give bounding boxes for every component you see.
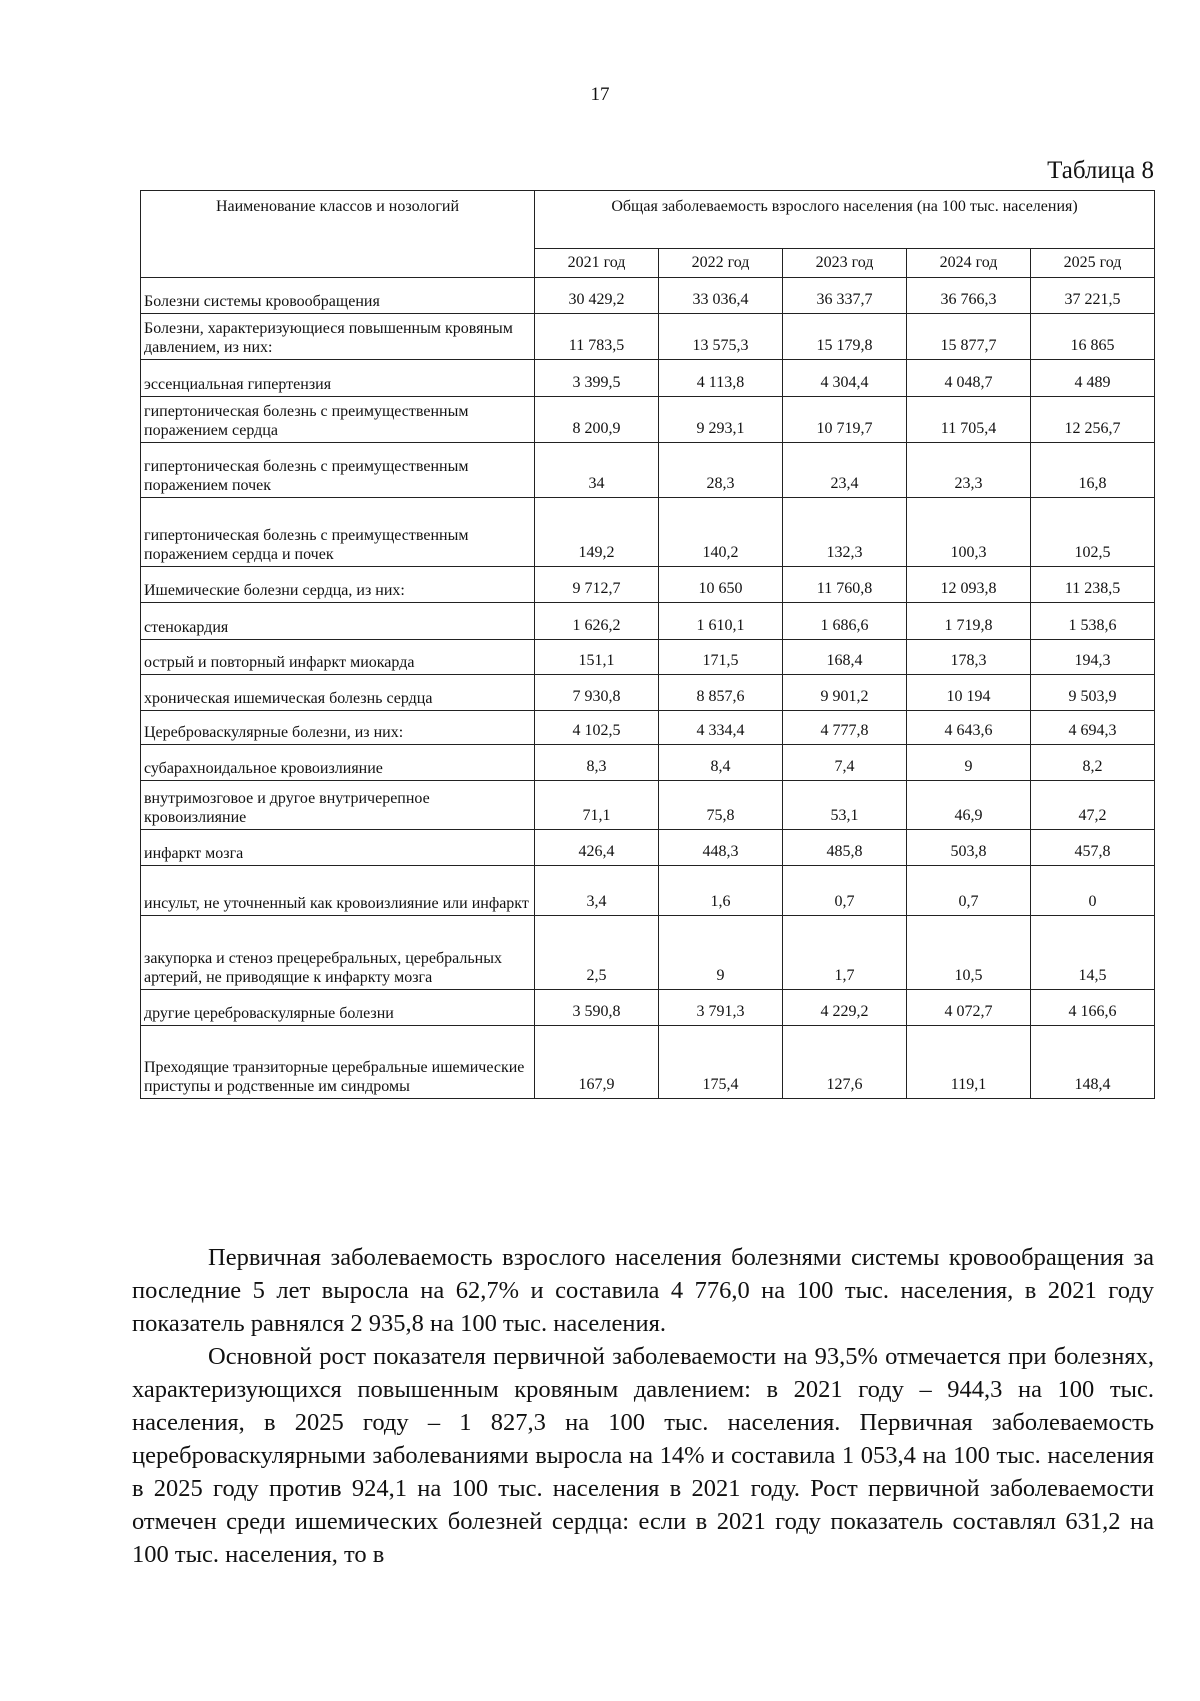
table-row	[141, 990, 1155, 1026]
row-value: 13 575,3	[659, 314, 783, 360]
row-value: 8,3	[535, 745, 659, 781]
row-value: 4 102,5	[535, 711, 659, 745]
row-value: 33 036,4	[659, 278, 783, 314]
row-value: 10 719,7	[783, 397, 907, 443]
table-row	[141, 675, 1155, 711]
row-value: 148,4	[1031, 1026, 1155, 1099]
row-name: гипертоническая болезнь с преимущественным поражением почек	[141, 443, 535, 498]
table-row	[141, 397, 1155, 443]
row-value: 8 857,6	[659, 675, 783, 711]
row-value: 4 229,2	[783, 990, 907, 1026]
row-value: 426,4	[535, 830, 659, 866]
row-value: 10,5	[907, 916, 1031, 990]
row-name: Цереброваскулярные болезни, из них:	[141, 711, 535, 745]
header-year: 2021 год	[535, 249, 659, 278]
row-value: 132,3	[783, 498, 907, 567]
row-value: 151,1	[535, 640, 659, 675]
row-value: 485,8	[783, 830, 907, 866]
row-value: 15 877,7	[907, 314, 1031, 360]
row-value: 11 783,5	[535, 314, 659, 360]
row-value: 16 865	[1031, 314, 1155, 360]
row-name: Болезни системы кровообращения	[141, 278, 535, 314]
row-value: 71,1	[535, 781, 659, 830]
table-row	[141, 278, 1155, 314]
header-name-column: Наименование классов и нозологий	[141, 191, 535, 278]
row-value: 100,3	[907, 498, 1031, 567]
row-value: 7,4	[783, 745, 907, 781]
row-value: 127,6	[783, 1026, 907, 1099]
row-name: гипертоническая болезнь с преимущественным поражением сердца и почек	[141, 498, 535, 567]
row-value: 1,7	[783, 916, 907, 990]
row-value: 1 719,8	[907, 603, 1031, 640]
row-value: 1 626,2	[535, 603, 659, 640]
row-name: стенокардия	[141, 603, 535, 640]
row-value: 448,3	[659, 830, 783, 866]
row-value: 8,4	[659, 745, 783, 781]
row-value: 23,3	[907, 443, 1031, 498]
row-value: 11 238,5	[1031, 567, 1155, 603]
row-value: 14,5	[1031, 916, 1155, 990]
row-value: 2,5	[535, 916, 659, 990]
table-row	[141, 314, 1155, 360]
row-value: 4 334,4	[659, 711, 783, 745]
row-value: 46,9	[907, 781, 1031, 830]
row-name: Преходящие транзиторные церебральные ишемические приступы и родственные им синдромы	[141, 1026, 535, 1099]
row-value: 1 538,6	[1031, 603, 1155, 640]
row-value: 119,1	[907, 1026, 1031, 1099]
row-value: 15 179,8	[783, 314, 907, 360]
row-value: 1,6	[659, 866, 783, 916]
row-name: гипертоническая болезнь с преимущественным поражением сердца	[141, 397, 535, 443]
row-value: 11 760,8	[783, 567, 907, 603]
table-row	[141, 916, 1155, 990]
table-row	[141, 866, 1155, 916]
row-name: Ишемические болезни сердца, из них:	[141, 567, 535, 603]
row-value: 149,2	[535, 498, 659, 567]
row-value: 75,8	[659, 781, 783, 830]
row-value: 9 901,2	[783, 675, 907, 711]
row-value: 102,5	[1031, 498, 1155, 567]
row-value: 4 166,6	[1031, 990, 1155, 1026]
header-year: 2023 год	[783, 249, 907, 278]
row-value: 4 113,8	[659, 360, 783, 397]
row-value: 168,4	[783, 640, 907, 675]
row-value: 0,7	[907, 866, 1031, 916]
table-row	[141, 830, 1155, 866]
row-value: 28,3	[659, 443, 783, 498]
table-body	[141, 278, 1155, 1099]
row-value: 194,3	[1031, 640, 1155, 675]
row-value: 4 048,7	[907, 360, 1031, 397]
row-value: 10 194	[907, 675, 1031, 711]
row-value: 9 712,7	[535, 567, 659, 603]
header-year: 2022 год	[659, 249, 783, 278]
row-value: 178,3	[907, 640, 1031, 675]
row-value: 8 200,9	[535, 397, 659, 443]
table-row	[141, 567, 1155, 603]
paragraph: Основной рост показателя первичной заболеваемости на 93,5% отмечается при болезнях, характеризующихся повышенным кровяным давлением: в 2021 году – 944,3 на 100 тыс. населения, в 2025 году – 1 827,3 на 100 тыс. населения. Первичная заболеваемость цереброваскулярными заболеваниями выросла на 14% и составила 1 053,4 на 100 тыс. населения в 2025 году против 924,1 на 100 тыс. населения в 2021 году. Рост первичной заболеваемости отмечен среди ишемических болезней сердца: если в 2021 году показатель составлял 631,2 на 100 тыс. населения, то в	[132, 1343, 1154, 1568]
row-value: 4 777,8	[783, 711, 907, 745]
row-value: 8,2	[1031, 745, 1155, 781]
row-value: 140,2	[659, 498, 783, 567]
table-row	[141, 745, 1155, 781]
row-value: 4 072,7	[907, 990, 1031, 1026]
row-value: 9 503,9	[1031, 675, 1155, 711]
row-value: 10 650	[659, 567, 783, 603]
row-value: 36 337,7	[783, 278, 907, 314]
row-value: 11 705,4	[907, 397, 1031, 443]
page-number: 17	[590, 84, 610, 105]
row-value: 4 694,3	[1031, 711, 1155, 745]
row-name: другие цереброваскулярные болезни	[141, 990, 535, 1026]
row-name: закупорка и стеноз прецеребральных, церебральных артерий, не приводящие к инфаркту мозга	[141, 916, 535, 990]
row-value: 37 221,5	[1031, 278, 1155, 314]
row-value: 4 489	[1031, 360, 1155, 397]
row-value: 1 610,1	[659, 603, 783, 640]
table-row	[141, 498, 1155, 567]
row-name: острый и повторный инфаркт миокарда	[141, 640, 535, 675]
row-name: субарахноидальное кровоизлияние	[141, 745, 535, 781]
body-text	[132, 1241, 1154, 1571]
morbidity-table	[140, 190, 1155, 1099]
table-row	[141, 443, 1155, 498]
header-group-title: Общая заболеваемость взрослого населения (на 100 тыс. населения)	[535, 191, 1155, 249]
row-value: 167,9	[535, 1026, 659, 1099]
row-value: 9	[907, 745, 1031, 781]
header-year: 2025 год	[1031, 249, 1155, 278]
row-name: инфаркт мозга	[141, 830, 535, 866]
row-value: 3 590,8	[535, 990, 659, 1026]
row-name: инсульт, не уточненный как кровоизлияние или инфаркт	[141, 866, 535, 916]
table-row	[141, 1026, 1155, 1099]
table-row	[141, 360, 1155, 397]
row-name: Болезни, характеризующиеся повышенным кровяным давлением, из них:	[141, 314, 535, 360]
table-caption: Таблица 8	[1047, 157, 1154, 184]
row-value: 34	[535, 443, 659, 498]
row-value: 9	[659, 916, 783, 990]
row-value: 9 293,1	[659, 397, 783, 443]
row-value: 171,5	[659, 640, 783, 675]
row-value: 3 399,5	[535, 360, 659, 397]
row-value: 7 930,8	[535, 675, 659, 711]
row-value: 4 643,6	[907, 711, 1031, 745]
row-value: 3,4	[535, 866, 659, 916]
row-value: 503,8	[907, 830, 1031, 866]
row-value: 457,8	[1031, 830, 1155, 866]
row-value: 175,4	[659, 1026, 783, 1099]
row-value: 16,8	[1031, 443, 1155, 498]
table-row	[141, 640, 1155, 675]
row-name: хроническая ишемическая болезнь сердца	[141, 675, 535, 711]
table-row	[141, 781, 1155, 830]
row-value: 12 256,7	[1031, 397, 1155, 443]
row-value: 47,2	[1031, 781, 1155, 830]
row-name: эссенциальная гипертензия	[141, 360, 535, 397]
paragraph: Первичная заболеваемость взрослого населения болезнями системы кровообращения за последние 5 лет выросла на 62,7% и составила 4 776,0 на 100 тыс. населения, в 2021 году показатель равнялся 2 935,8 на 100 тыс. населения.	[132, 1244, 1154, 1337]
table-row	[141, 711, 1155, 745]
row-value: 4 304,4	[783, 360, 907, 397]
row-value: 3 791,3	[659, 990, 783, 1026]
row-value: 36 766,3	[907, 278, 1031, 314]
row-value: 0,7	[783, 866, 907, 916]
header-year: 2024 год	[907, 249, 1031, 278]
row-value: 53,1	[783, 781, 907, 830]
row-name: внутримозговое и другое внутричерепное кровоизлияние	[141, 781, 535, 830]
row-value: 1 686,6	[783, 603, 907, 640]
table-row	[141, 603, 1155, 640]
row-value: 30 429,2	[535, 278, 659, 314]
row-value: 0	[1031, 866, 1155, 916]
row-value: 23,4	[783, 443, 907, 498]
row-value: 12 093,8	[907, 567, 1031, 603]
